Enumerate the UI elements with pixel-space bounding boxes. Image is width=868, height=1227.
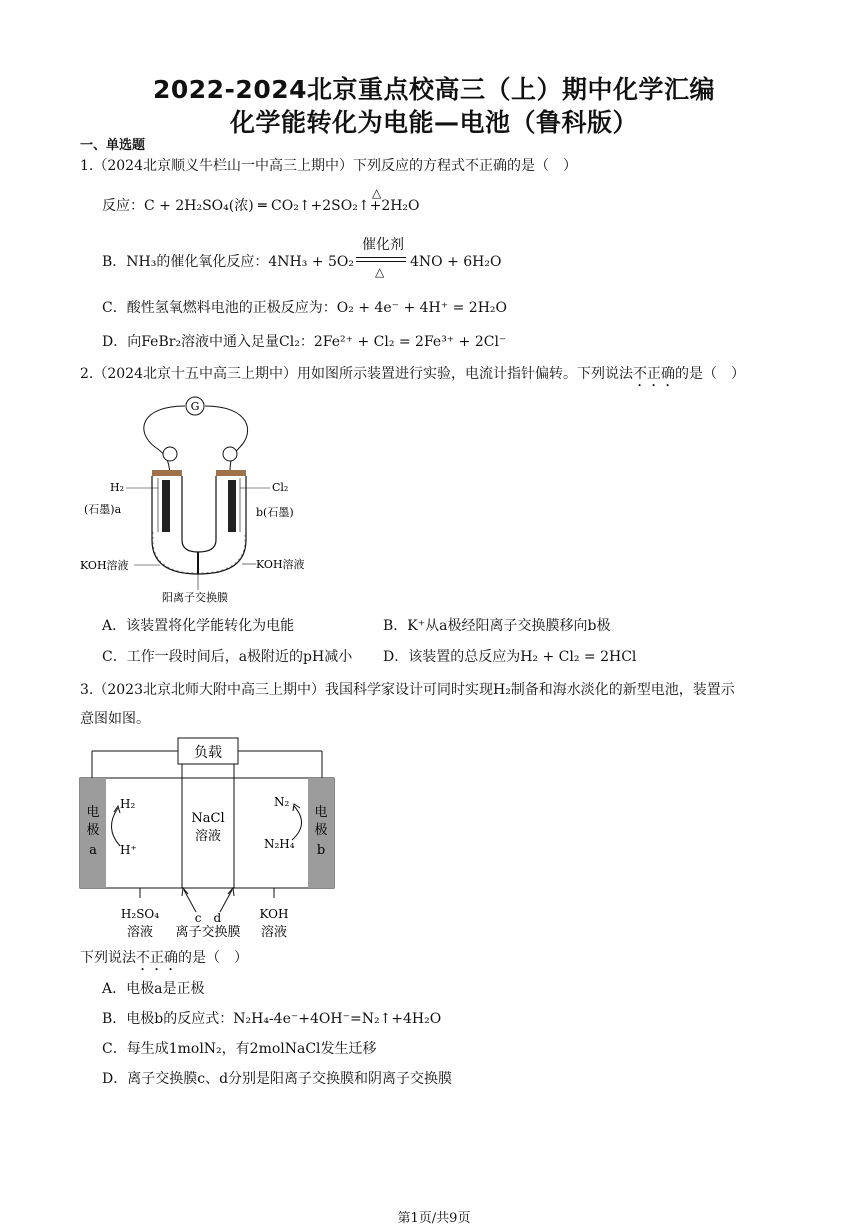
q2-cl2-label: Cl₂ [272,481,289,494]
q2-koh-right-label: KOH溶液 [256,558,305,571]
q1-b-products: 4NO + 6H₂O [410,254,502,270]
q3-option-b: B．电极b的反应式：N₂H₄-4e⁻+4OH⁻=N₂↑+4H₂O [102,1011,442,1027]
q1-option-b: B．NH₃的催化氧化反应：4NH₃ + 5O₂ [102,254,354,270]
page-subtitle: 化学能转化为电能—电池（鲁科版） [229,108,638,137]
q3-option-d: D．离子交换膜c、d分别是阳离子交换膜和阴离子交换膜 [102,1071,453,1087]
q3-stem-line2: 意图如图。 [80,711,150,727]
q3-electrode-b-2: 极 [314,823,328,838]
q1-a-equation: 反应：C + 2H₂SO₄(浓) ═ CO₂↑+2SO₂↑+2H₂O [102,198,420,214]
q3-hplus-label: H⁺ [120,843,137,857]
page-title: 2022-2024北京重点校高三（上）期中化学汇编 [152,75,716,104]
q3-electrode-b-3: b [316,843,326,858]
q1-a-condition: △ [372,186,382,200]
q2-emphasis: 不正确 [632,366,675,382]
q1-b-eq-line2 [356,261,406,262]
q3-electrode-a-1: 电 [86,805,100,820]
q2-electrode-b-label: b(石墨) [256,506,294,519]
q1-option-d: D．向FeBr₂溶液中通入足量Cl₂：2Fe²⁺ + Cl₂ = 2Fe³⁺ + 2Cl⁻ [102,334,507,350]
q3-option-c: C．每生成1molN₂，有2molNaCl发生迁移 [102,1041,377,1057]
q3-nacl-solution: 溶液 [194,829,222,844]
q2-h2-label: H₂ [110,481,125,494]
q1-option-c: C．酸性氢氧燃料电池的正极反应为：O₂ + 4e⁻ + 4H⁺ = 2H₂O [102,300,507,316]
q3-h2so4-solution: 溶液 [126,925,154,940]
q3-koh-label: KOH [259,907,289,921]
q2-option-a: A．该装置将化学能转化为电能 [102,618,295,634]
q1-stem: 1.（2024北京顺义牛栏山一中高三上期中）下列反应的方程式不正确的是（ ） [80,158,577,174]
q3-membrane-label: 离子交换膜 [175,925,241,940]
q3-stem-line1: 3.（2023北京北师大附中高三上期中）我国科学家设计可同时实现H₂制备和海水淡化的新型电池，装置示 [80,682,735,698]
q2-electrode-a-label: (石墨)a [84,503,122,516]
q2-membrane-label: 阳离子交换膜 [162,591,228,604]
q3-ask: 下列说法不正确的是（ ） [80,950,248,966]
q3-cd-label: c d [194,911,222,925]
q1-b-eq-line1 [356,257,406,258]
q3-electrode-b-1: 电 [314,805,328,820]
q2-koh-left-label: KOH溶液 [80,559,129,572]
q2-figure [80,392,340,610]
q3-h2so4-label: H₂SO₄ [120,907,160,921]
q1-b-catalyst: 催化剂 [362,237,404,253]
q3-electrode-a-3: a [89,843,97,858]
q3-load-label: 负载 [194,745,222,761]
q3-koh-solution: 溶液 [260,925,288,940]
q2-option-c: C．工作一段时间后，a极附近的pH减小 [102,649,353,665]
q3-h2-label: H₂ [120,797,136,811]
q3-emphasis: 不正确 [136,950,178,966]
q1-b-heat: △ [375,265,385,279]
q3-option-a: A．电极a是正极 [102,981,205,997]
q2-option-b: B．K⁺从a极经阳离子交换膜移向b极 [383,618,611,634]
page-footer: 第1页/共9页 [397,1211,471,1226]
q2-stem: 2.（2024北京十五中高三上期中）用如图所示装置进行实验，电流计指针偏转。下列说法不正确的是（ ） [80,366,745,382]
q2-galvanometer-label: G [190,400,200,413]
q3-nacl-label: NaCl [191,811,225,826]
q3-figure [78,736,340,944]
q3-n2-label: N₂ [274,795,290,809]
q2-option-d: D．该装置的总反应为H₂ + Cl₂ = 2HCl [383,649,637,665]
q3-electrode-a-2: 极 [86,823,100,838]
section-heading: 一、单选题 [80,138,146,153]
q3-n2h4-label: N₂H₄ [264,837,295,851]
